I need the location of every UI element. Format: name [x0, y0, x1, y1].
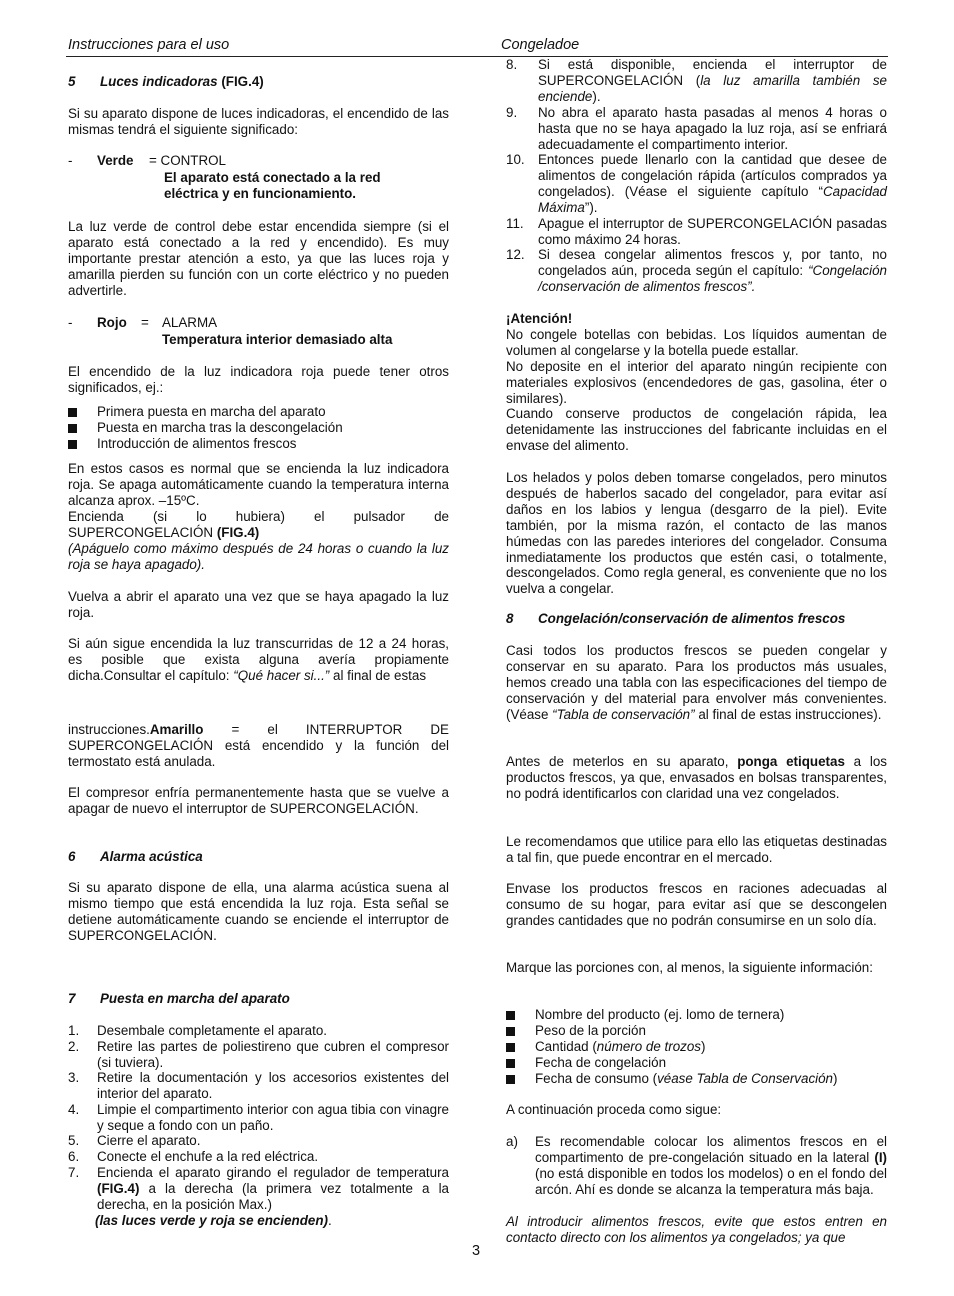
- rojo-line: - Rojo = ALARMA: [68, 315, 218, 330]
- square-bullet-icon: [506, 1059, 515, 1068]
- amarillo-paragraph: instrucciones.Amarillo = el INTERRUPTOR DE SUPERCONGELACIÓN está encendido y la función del termostato está anulada.: [68, 722, 449, 769]
- header-right: Congeladoe: [501, 37, 580, 53]
- attention-paragraph-3: Cuando conserve productos de congelación rápida, lea detenidamente las instrucciones del fabricante incluidas en el envase del alimento.: [506, 406, 887, 453]
- list-item: Introducción de alimentos frescos: [68, 436, 449, 452]
- list-item: Fecha de consumo (véase Tabla de Conservación): [506, 1071, 887, 1087]
- red-light-paragraph: El encendido de la luz indicadora roja puede tener otros significados, ej.:: [68, 364, 449, 395]
- attention-paragraph-2: No deposite en el interior del aparato ningún recipiente con materiales explosivos (encendedores de gas, gasolina, éter o similares).: [506, 359, 887, 406]
- fault-paragraph: Si aún sigue encendida la luz transcurridas de 12 a 24 horas, es posible que exista alguna avería propiamente dicha.Consultar el capítulo: “Qué hacer si...” al final de estas: [68, 636, 449, 683]
- labels-paragraph: Antes de meterlos en su aparato, ponga etiquetas a los productos frescos, ya que, envasados en bolsas transparentes, no podrá identificarlos con claridad una vez congelados.: [506, 754, 887, 801]
- fresh-food-warning: Al introducir alimentos frescos, evite que estos entren en contacto directo con los alimentos ya congelados; ya que: [506, 1214, 887, 1245]
- square-bullet-icon: [68, 440, 77, 449]
- fresh-products-paragraph: Casi todos los productos frescos se pueden congelar y conservar en su aparato. Para los productos más usuales, hemos creado una tabla con las especificaciones del tiempo de conservación y del material para envolver más convenientes. (Véase “Tabla de conservación” al final de estas instrucciones).: [506, 643, 887, 722]
- lights-note: (las luces verde y roja se encienden).: [95, 1213, 332, 1228]
- header-left: Instrucciones para el uso: [68, 37, 230, 53]
- list-item: Fecha de congelación: [506, 1055, 887, 1071]
- intro-paragraph: Si su aparato dispone de luces indicadoras, el encendido de las mismas tendrá el siguiente significado:: [68, 106, 449, 137]
- list-item: Primera puesta en marcha del aparato: [68, 404, 449, 420]
- alarm-paragraph: Si su aparato dispone de ella, una alarma acústica suena al mismo tiempo que está encendida la luz roja. Esta señal se detiene automáticamente cuando se enciende el interruptor de SUPERCONGELACIÓN.: [68, 880, 449, 943]
- section-7-heading: 7 Puesta en marcha del aparato: [68, 991, 290, 1006]
- list-item: Cantidad (número de trozos): [506, 1039, 887, 1055]
- section-5-heading: 5 Luces indicadoras (FIG.4): [68, 74, 264, 89]
- supercongelacion-line: SUPERCONGELACIÓN (FIG.4): [68, 525, 260, 540]
- section-8-heading: 8 Congelación/conservación de alimentos frescos: [506, 611, 846, 626]
- section-6-heading: 6 Alarma acústica: [68, 849, 203, 864]
- list-item: Nombre del producto (ej. lomo de ternera): [506, 1007, 887, 1023]
- recommend-paragraph: Le recomendamos que utilice para ello las etiquetas destinadas a tal fin, que puede encontrar en el mercado.: [506, 834, 887, 865]
- attention-heading: ¡Atención!: [506, 311, 573, 326]
- square-bullet-icon: [68, 424, 77, 433]
- reopen-paragraph: Vuelva a abrir el aparato una vez que se haya apagado la luz roja.: [68, 589, 449, 620]
- portions-paragraph: Envase los productos frescos en raciones adecuadas al consumo de su hogar, para evitar así que se descongelen grandes cantidades que no podrán consumirse en un solo día.: [506, 881, 887, 928]
- square-bullet-icon: [506, 1043, 515, 1052]
- attention-paragraph-1: No congele botellas con bebidas. Los líquidos aumentan de volumen al congelarse y la botella puede estallar.: [506, 327, 887, 358]
- switch-off-note: (Apáguelo como máximo después de 24 horas o cuando la luz roja se haya apagado).: [68, 541, 449, 572]
- continue-paragraph: A continuación proceda como sigue:: [506, 1102, 722, 1117]
- square-bullet-icon: [506, 1011, 515, 1020]
- green-light-paragraph: La luz verde de control debe estar encendida siempre (si el aparato está conectado a la red y encendido). Es muy importante prestar atención a esto, ya que las luces roja y amarilla pierden su función con un corte eléctrico y no pueden advertirle.: [68, 219, 449, 298]
- verde-line: - Verde = CONTROL: [68, 153, 227, 168]
- verde-description: El aparato está conectado a la red eléctrica y en funcionamiento.: [164, 170, 381, 201]
- mark-paragraph: Marque las porciones con, al menos, la siguiente información:: [506, 960, 873, 975]
- page-number: 3: [472, 1243, 481, 1259]
- cases-paragraph: En estos casos es normal que se encienda la luz indicadora roja. Se apaga automáticamente cuando la temperatura interna alcanza aprox. –15ºC.: [68, 461, 449, 508]
- list-item: Puesta en marcha tras la descongelación: [68, 420, 449, 436]
- rojo-description: Temperatura interior demasiado alta: [162, 332, 393, 347]
- square-bullet-icon: [68, 408, 77, 417]
- square-bullet-icon: [506, 1075, 515, 1084]
- ice-cream-paragraph: Los helados y polos deben tomarse congelados, pero minutos después de haberlos sacado del congelador, para evitar así daños en los labios y lengua (desgarro de la piel). Evite también, por la misma razón, el contacto de las manos húmedas con las paredes interiores del congelador. Consuma inmediatamente los productos que estén casi, o totalmente, descongelados. Como regla general, es conveniente que no los vuelva a congelar.: [506, 470, 887, 597]
- encienda-line: Encienda (si lo hubiera) el pulsador de: [68, 509, 449, 524]
- compressor-paragraph: El compresor enfría permanentemente hasta que se vuelve a apagar de nuevo el interruptor de SUPERCONGELACIÓN.: [68, 785, 449, 816]
- square-bullet-icon: [506, 1027, 515, 1036]
- list-item: Peso de la porción: [506, 1023, 887, 1039]
